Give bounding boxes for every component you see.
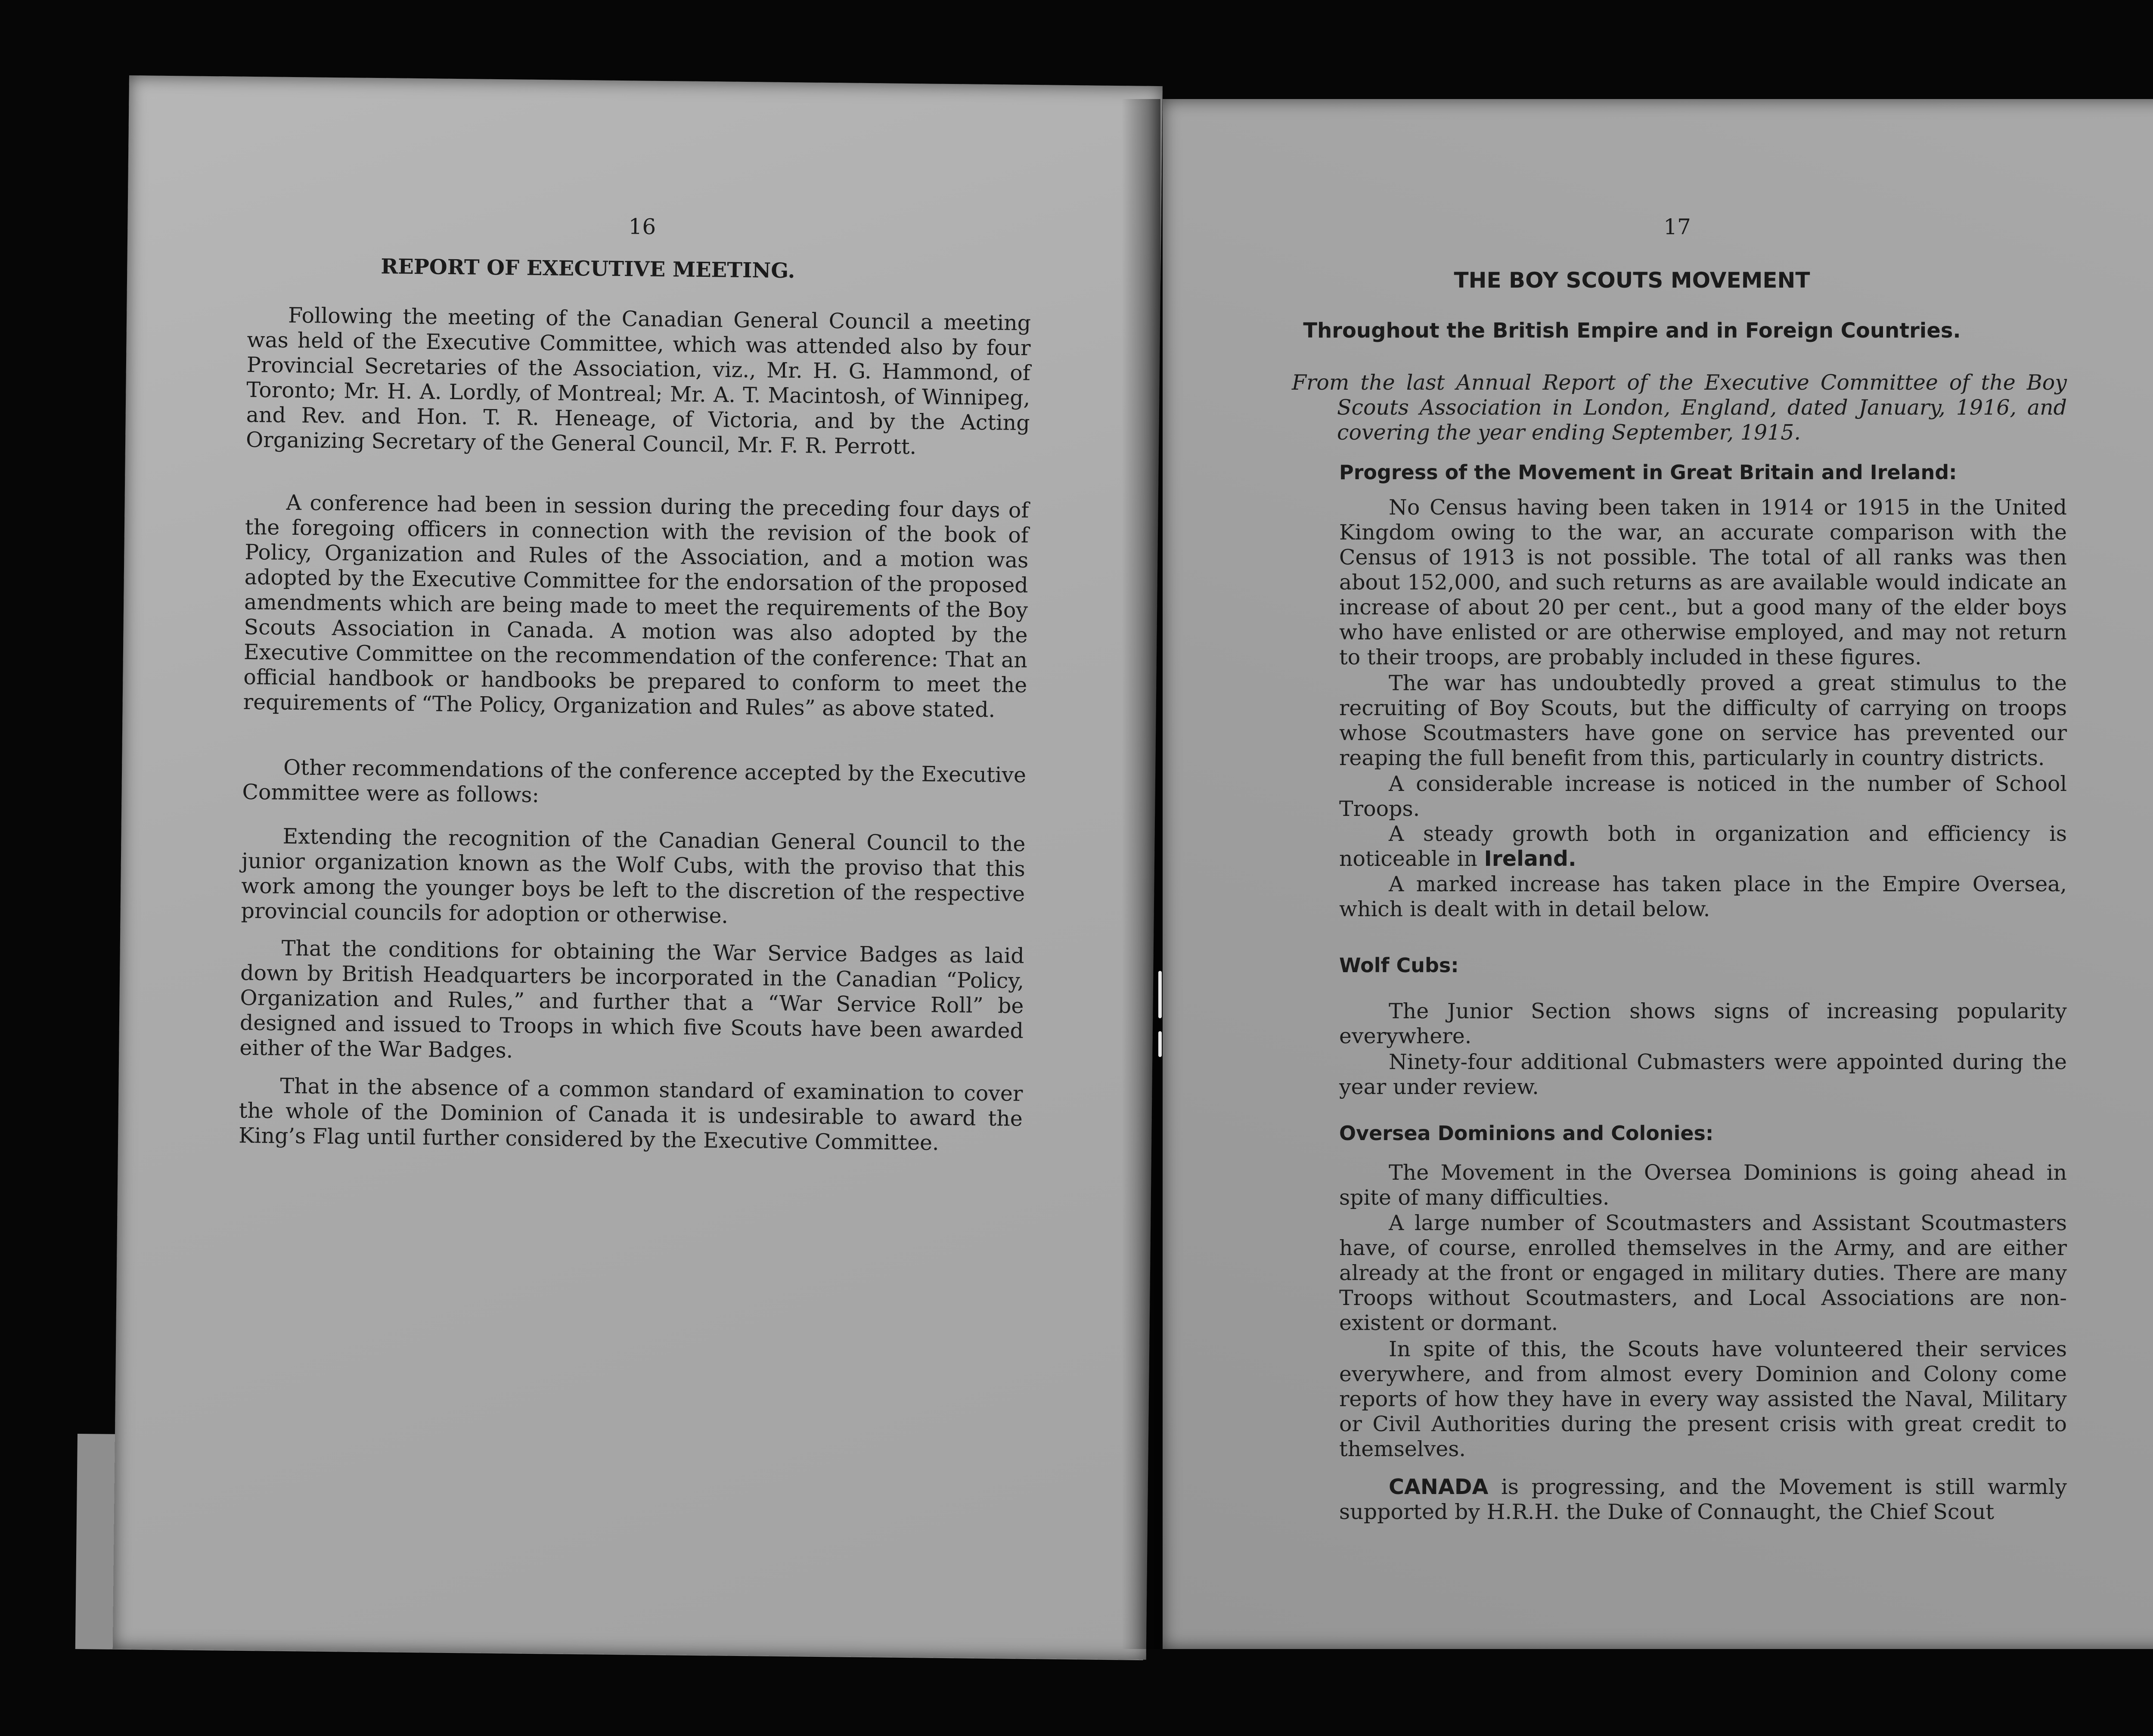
paragraph: [1339, 822, 2067, 871]
paragraph: The war has undoubtedly proved a great stimulus to the recruiting of Boy Scouts, but the difficulty of carrying on troops whose Scoutmasters have gone on service has prevented our reaping the full benefit from this, particularly in country districts.: [1339, 671, 2067, 770]
source-note: From the last Annual Report of the Executive Committee of the Boy Scouts Association in London, England, dated January, 1916, and covering the year ending September, 1915.: [1292, 370, 2067, 445]
paragraph: A conference had been in session during the preceding four days of the foregoing officers in connection with the revision of the book of Policy, Organization and Rules of the Association, and a motion was adopted by the Executive Committee for the endorsation of the proposed amendments which are being made to meet the requirements of the Boy Scouts Association in Canada. A motion was also adopted by the Executive Committee on the recommendation of the conference: That an official handbook or handbooks be prepared to conform to meet the requirements of “The Policy, Organization and Rules” as above stated.: [243, 490, 1029, 722]
paragraph: A marked increase has taken place in the Empire Oversea, which is dealt with in detail below.: [1339, 872, 2067, 921]
page-heading: THE BOY SCOUTS MOVEMENT: [1454, 268, 1810, 293]
section-title: Progress of the Movement in Great Britain and Ireland:: [1339, 461, 1957, 484]
paragraph: A large number of Scoutmasters and Assistant Scoutmasters have, of course, enrolled themselves in the Army, and are either already at the front or engaged in military duties. There are many Troops without Scoutmasters, and Local Associations are non-existent or dormant.: [1339, 1211, 2067, 1335]
bold-term: CANADA: [1389, 1475, 1489, 1499]
section-title: Oversea Dominions and Colonies:: [1339, 1122, 1714, 1145]
staple: [1158, 1031, 1162, 1057]
staple: [1158, 971, 1162, 1018]
paragraph: A considerable increase is noticed in the number of School Troops.: [1339, 772, 2067, 821]
paragraph: Extending the recognition of the Canadian General Council to the junior organization known as the Wolf Cubs, with the proviso that this work among the younger boys be left to the discretion of the respective provincial councils for adoption or otherwise.: [241, 824, 1026, 928]
left-page: [113, 75, 1163, 1660]
paragraph: Following the meeting of the Canadian General Council a meeting was held of the Executive Committee, which was attended also by four Provincial Secretaries of the Association, viz., Mr. H. G. Hammond, of Toronto; Mr. H. A. Lordly, of Montreal; Mr. A. T. Macintosh, of Winnipeg, and Rev. and Hon. T. R. Heneage, of Victoria, and by the Acting Organizing Secretary of the General Council, Mr. F. R. Perrott.: [245, 303, 1031, 459]
page-number: 17: [1663, 214, 1691, 239]
book-gutter: [1122, 99, 1160, 1649]
right-page: [1163, 99, 2153, 1649]
paragraph: The Junior Section shows signs of increasing popularity everywhere.: [1339, 999, 2067, 1048]
paragraph: The Movement in the Oversea Dominions is going ahead in spite of many difficulties.: [1339, 1160, 2067, 1210]
section-title: Wolf Cubs:: [1339, 954, 1459, 977]
page-number: 16: [628, 214, 656, 239]
paragraph-text: is progressing, and the Movement is still warmly supported by H.R.H. the Duke of Connaught, the Chief Scout: [1339, 1475, 2067, 1524]
paragraph: Other recommendations of the conference accepted by the Executive Committee were as follows:: [242, 755, 1027, 808]
paragraph: That the conditions for obtaining the War Service Badges as laid down by British Headquarters be incorporated in the Canadian “Policy, Organization and Rules,” and further that a “War Service Roll” be designed and issued to Troops in which five Scouts have been awarded either of the War Badges.: [239, 936, 1024, 1063]
page-heading: REPORT OF EXECUTIVE MEETING.: [381, 254, 795, 283]
bold-term: Ireland.: [1484, 846, 1576, 871]
paragraph-text: A steady growth both in organization and efficiency is noticeable in: [1339, 822, 2067, 871]
page-subheading: Throughout the British Empire and in Foreign Countries.: [1303, 319, 1961, 343]
paragraph: Ninety-four additional Cubmasters were appointed during the year under review.: [1339, 1050, 2067, 1099]
paragraph: No Census having been taken in 1914 or 1915 in the United Kingdom owing to the war, an accurate comparison with the Census of 1913 is not possible. The total of all ranks was then about 152,000, and such returns as are available would indicate an increase of about 20 per cent., but a good many of the elder boys who have enlisted or are otherwise employed, and may not return to their troops, are probably included in these figures.: [1339, 495, 2067, 670]
paragraph: That in the absence of a common standard of examination to cover the whole of the Dominion of Canada it is undesirable to award the King’s Flag until further considered by the Executive Committee.: [238, 1073, 1023, 1155]
paragraph: In spite of this, the Scouts have volunteered their services everywhere, and from almost every Dominion and Colony come reports of how they have in every way assisted the Naval, Military or Civil Authorities during the present crisis with great credit to themselves.: [1339, 1337, 2067, 1461]
paragraph: [1339, 1475, 2067, 1525]
